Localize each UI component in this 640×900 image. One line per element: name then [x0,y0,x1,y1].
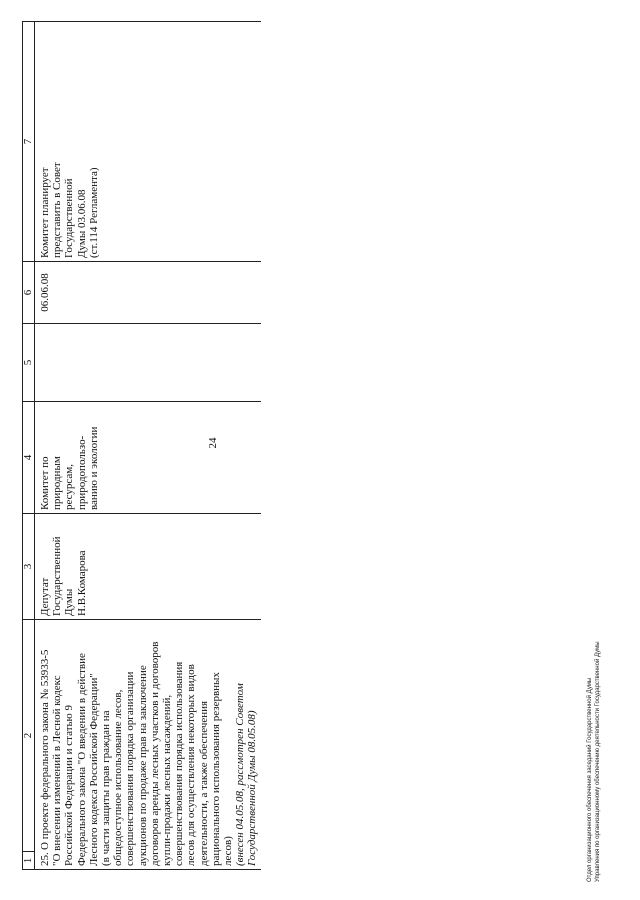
bill-text-line: совершенствования порядка использования [173,661,186,866]
row-number: 25. [39,852,51,866]
bill-text-line: общедоступное использование лесов, [112,689,125,866]
status-line: представить в Совет [51,162,64,258]
date-cell: 06.06.08 [35,262,261,324]
bill-note-line: (внесен 04.05.08, рассмотрен Советом [234,683,247,866]
page-footer [586,552,602,882]
bill-text-line: (в части защиты прав граждан на [100,710,113,866]
bill-title-line-1: 25.О проекте федерального закона № 53933-5 [39,649,51,866]
column-number-6: 6 [23,262,35,324]
column-number-3: 3 [23,514,35,620]
bill-text-line: Лесного кодекса Российской Федерации" [87,673,100,866]
column-number-2: 2 [23,620,35,852]
author-line: Н.В.Комарова [75,550,88,616]
page-number: 24 [207,437,219,449]
bill-text-line: "О внесении изменений в Лесной кодекс [51,675,64,866]
author-line: Думы [63,588,76,616]
column-number-row [23,22,35,870]
bill-text-line: купли-продажи лесных насаждений, [161,694,174,866]
committee-line: Комитет по [39,456,51,510]
author-cell [35,514,261,620]
table-row [35,22,261,870]
bill-text-line: лесов) [222,836,235,866]
bill-table [22,21,261,870]
status-line: Государственной [63,178,76,258]
footer-line-1: Отдел организационного обеспечения заседаний Государственной Думы [587,677,593,882]
status-line: Комитет планирует [39,167,51,258]
rotated-page [22,18,259,878]
committee-line: природопользо- [75,435,88,510]
committee-line: природным [51,456,64,510]
committee-line: ванию и экологии [87,426,100,510]
column-5-cell [35,324,261,402]
author-line: Депутат [39,577,51,616]
footer-line-2: Управления по организационному обеспечению деятельности Государственной Думы [595,641,601,882]
column-number-1: 1 [23,852,35,870]
committee-line: ресурсам, [63,463,76,510]
bill-text-line: договоров аренды лесных участков и договоров [148,641,161,866]
bill-text-line: деятельности, а также обеспечения [197,700,210,866]
bill-text-line: лесов для осуществления некоторых видов [185,664,198,866]
status-line: (ст.114 Регламента) [87,167,100,258]
status-cell [35,22,261,262]
column-number-5: 5 [23,324,35,402]
committee-cell [35,402,261,514]
column-number-7: 7 [23,22,35,262]
bill-text-line: Федерального закона "О введении в действие [75,653,88,866]
author-line: Государственной [51,536,64,616]
column-number-4: 4 [23,402,35,514]
bill-text-line: Российской Федерации и статью 9 [63,704,76,866]
bill-text-line: рационального использования резервных [209,672,222,866]
bill-note-line: Государственной Думы 08.05.08) [246,710,259,866]
bill-text-line: совершенствования порядка организации [124,671,137,866]
bill-description-cell [35,620,261,870]
bill-text-line: аукционов по продаже прав на заключение [136,665,149,866]
status-line: Думы 03.06.08 [75,189,88,258]
